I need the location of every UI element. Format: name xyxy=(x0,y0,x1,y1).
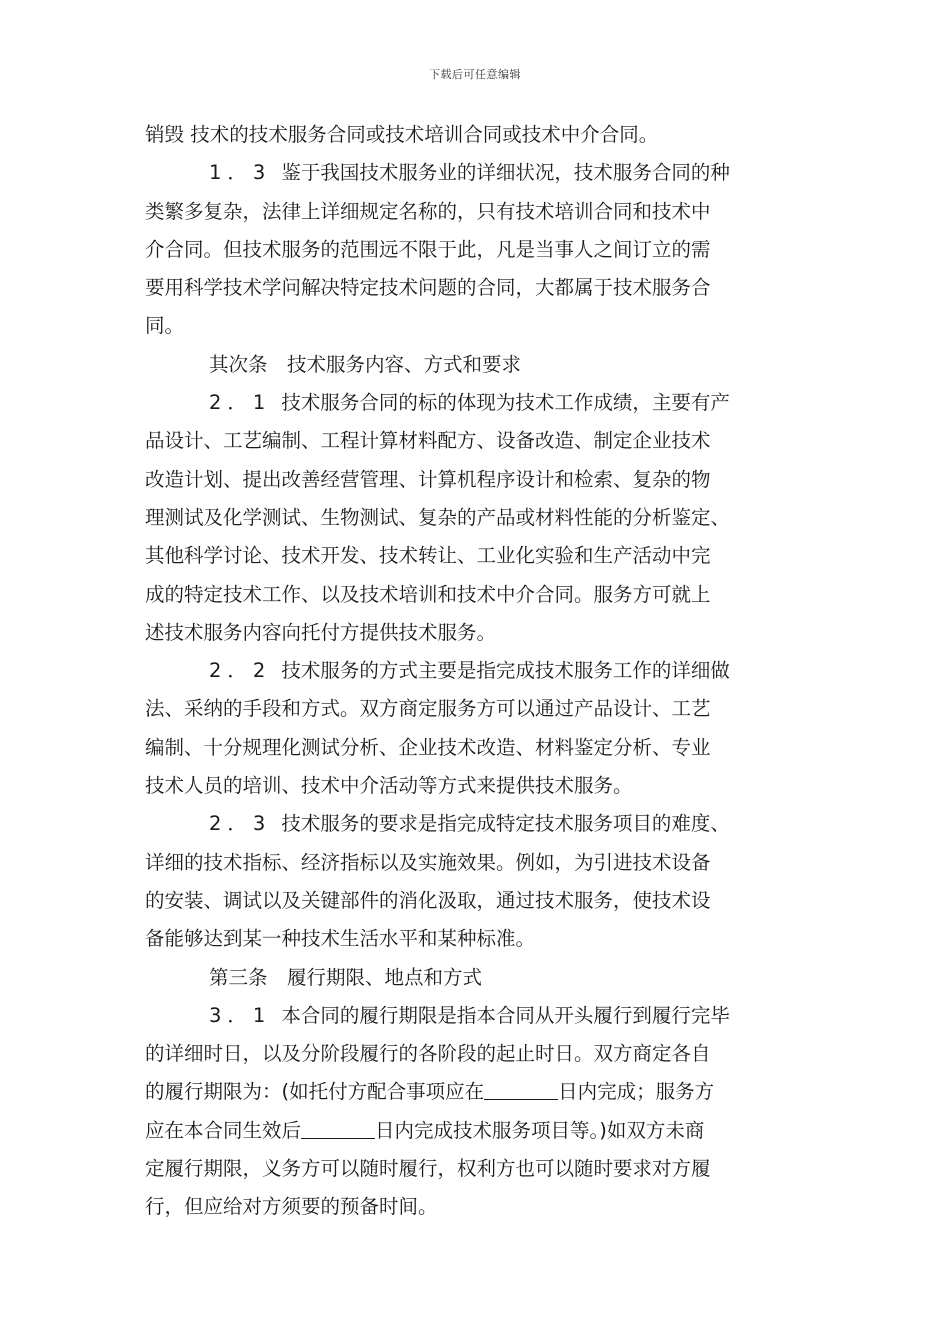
text-line-with-blank xyxy=(145,1073,835,1111)
text-line: 的安装、调试以及关键部件的消化汲取，通过技术服务，使技术设 xyxy=(145,888,711,912)
clause-number: 2．3 xyxy=(209,812,272,836)
text-line: 详细的技术指标、经济指标以及实施效果。例如，为引进技术设备 xyxy=(145,850,711,874)
text-line: 成的特定技术工作、以及技术培训和技术中介合同。服务方可就上 xyxy=(145,582,711,606)
text-line: 类繁多复杂，法律上详细规定名称的，只有技术培训合同和技术中 xyxy=(145,199,711,223)
text-line: 法、采纳的手段和方式。双方商定服务方可以通过产品设计、工艺 xyxy=(145,697,711,721)
document-body xyxy=(145,116,835,1227)
fill-in-blank[interactable] xyxy=(301,1116,375,1139)
clause-text: 鉴于我国技术服务业的详细状况，技术服务合同的种 xyxy=(281,161,730,185)
clause-number: 2．1 xyxy=(209,391,272,415)
text-line: 理测试及化学测试、生物测试、复杂的产品或材料性能的分析鉴定、 xyxy=(145,505,731,529)
fill-in-blank[interactable] xyxy=(484,1077,558,1100)
text-line: 的详细时日，以及分阶段履行的各阶段的起止时日。双方商定各自 xyxy=(145,1042,711,1066)
clause-text: 技术服务的要求是指完成特定技术服务项目的难度、 xyxy=(281,812,730,836)
text-line: 技术人员的培训、技术中介活动等方式来提供技术服务。 xyxy=(145,774,633,798)
text-segment: 日内完成；服务方 xyxy=(558,1080,715,1104)
text-line: 定履行期限，义务方可以随时履行，权利方也可以随时要求对方履 xyxy=(145,1157,711,1181)
text-line: 同。 xyxy=(145,314,185,338)
text-line: 要用科学技术学问解决特定技术问题的合同，大都属于技术服务合 xyxy=(145,276,711,300)
clause-1-3 xyxy=(145,154,835,192)
text-line: 行，但应给对方须要的预备时间。 xyxy=(145,1195,438,1219)
clause-2-3 xyxy=(145,805,835,843)
clause-text: 技术服务合同的标的体现为技术工作成绩，主要有产 xyxy=(281,391,730,415)
text-line: 其他科学讨论、技术开发、技术转让、工业化实验和生产活动中完 xyxy=(145,544,711,568)
clause-text: 本合同的履行期限是指本合同从开头履行到履行完毕 xyxy=(281,1003,730,1027)
text-line: 备能够达到某一种技术生活水平和某种标准。 xyxy=(145,927,536,951)
article-heading-3: 第三条 履行期限、地点和方式 xyxy=(209,965,483,989)
page-header: 下载后可任意编辑 xyxy=(429,68,521,81)
text-line: 介合同。但技术服务的范围远不限于此，凡是当事人之间订立的需 xyxy=(145,237,711,261)
clause-text: 技术服务的方式主要是指完成技术服务工作的详细做 xyxy=(281,659,730,683)
text-segment: 日内完成技术服务项目等。)如双方未商 xyxy=(375,1118,705,1142)
text-line: 编制、十分规理化测试分析、企业技术改造、材料鉴定分析、专业 xyxy=(145,735,711,759)
text-line: 改造计划、提出改善经营管理、计算机程序设计和检索、复杂的物 xyxy=(145,467,711,491)
text-line-with-blank xyxy=(145,1112,835,1150)
text-line: 述技术服务内容向托付方提供技术服务。 xyxy=(145,620,497,644)
text-segment: 应在本合同生效后 xyxy=(145,1118,302,1142)
article-heading-2: 其次条 技术服务内容、方式和要求 xyxy=(209,352,522,376)
text-line: 品设计、工艺编制、工程计算材料配方、设备改造、制定企业技术 xyxy=(145,429,711,453)
text-segment: 的履行期限为：(如托付方配合事项应在 xyxy=(145,1080,485,1104)
clause-3-1 xyxy=(145,997,835,1035)
clause-number: 1．3 xyxy=(209,161,272,185)
clause-number: 2．2 xyxy=(209,659,272,683)
clause-number: 3．1 xyxy=(209,1003,272,1027)
text-line: 销毁 技术的技术服务合同或技术培训合同或技术中介合同。 xyxy=(145,123,659,146)
clause-2-2 xyxy=(145,652,835,690)
clause-2-1 xyxy=(145,384,835,422)
